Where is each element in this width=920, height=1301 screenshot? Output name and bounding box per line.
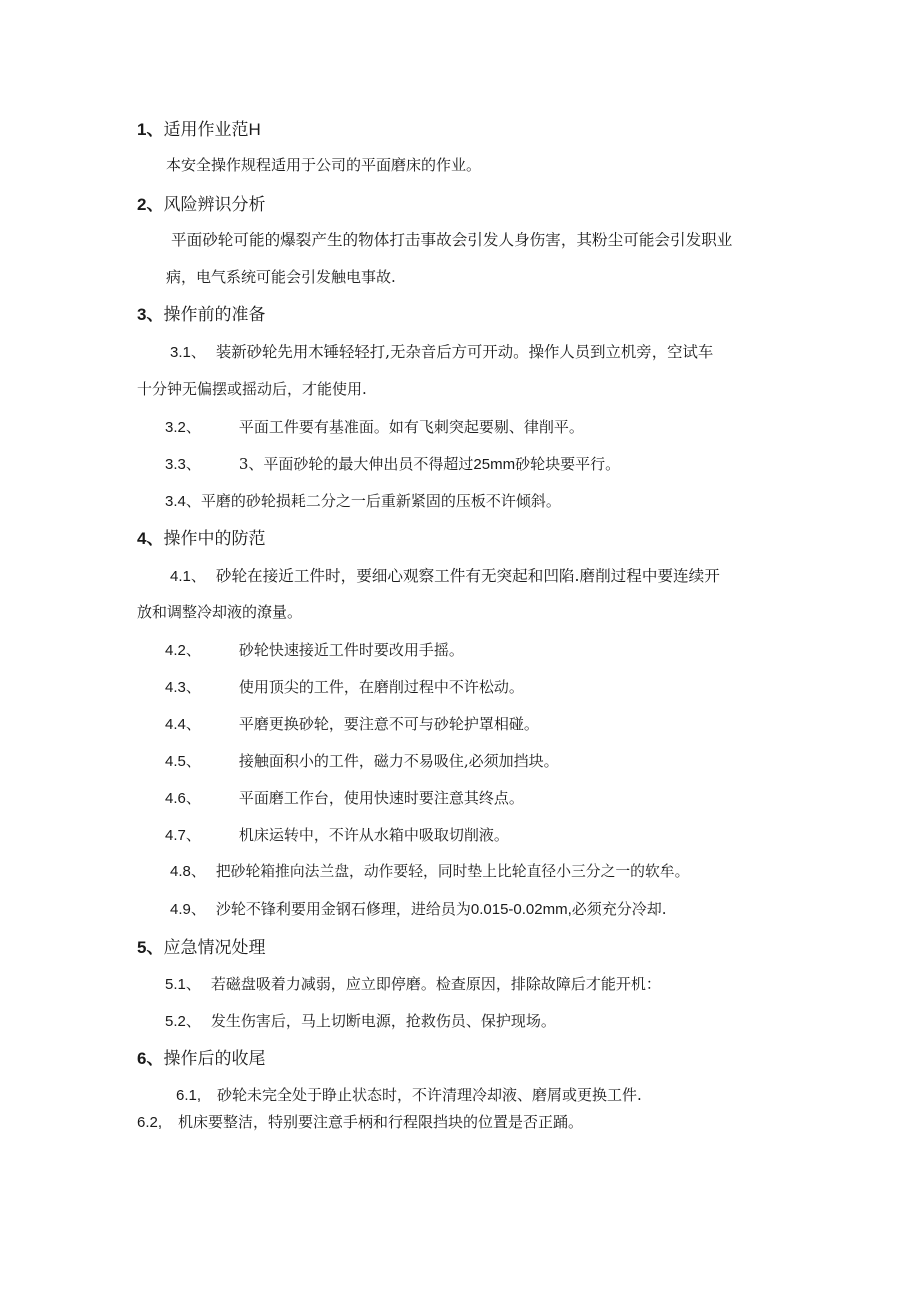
list-item (165, 420, 584, 436)
list-item (176, 1088, 642, 1104)
item-text: 机床要整洁，特别要注意手柄和行程限挡块的位置是否正踊。 (178, 1113, 584, 1131)
item-text-number: 25mm (473, 456, 516, 473)
list-item (165, 680, 524, 696)
item-text: 砂轮快速接近工件时要改用手摇。 (238, 641, 464, 659)
item-text: 砂轮未完全处于睁止状态时，不许清理冷却液、磨屑或更换工件. (217, 1086, 642, 1104)
list-item (165, 457, 620, 473)
section-number: 6、 (137, 1049, 164, 1068)
item-text: 平面工件要有基准面。如有飞刺突起要剔、律削平。 (238, 418, 584, 436)
section-1-heading (137, 121, 261, 138)
item-number: 6.1, (176, 1087, 202, 1104)
item-text: 把砂轮箱推向法兰盘，动作要轻，同时垫上比轮直径小三分之一的软牟。 (215, 863, 690, 880)
item-text: 机床运转中，不许从水箱中吸取切削液。 (238, 826, 509, 844)
section-6-heading (137, 1050, 265, 1067)
item-number: 4.2、 (165, 642, 201, 659)
item-text: 砂轮在接近工件时，要细心观察工件有无突起和凹陷.磨削过程中要连续开 (215, 567, 720, 585)
item-number: 4.7、 (165, 827, 201, 844)
item-text: 必须充分冷却. (571, 900, 667, 918)
item-text-number: 0.015-0.02mm, (470, 901, 572, 918)
item-number: 5.2、 (165, 1013, 201, 1030)
section-number: 3、 (137, 305, 164, 324)
section-title: 风险辨识分析 (163, 195, 266, 214)
item-text: 砂轮块要平行。 (515, 455, 621, 473)
section-title: 操作后的收尾 (163, 1049, 266, 1068)
list-item (165, 1014, 556, 1030)
section-title: 适用作业范H (163, 120, 261, 139)
list-item (165, 791, 524, 807)
item-number: 4.8、 (170, 863, 206, 880)
list-item (170, 345, 713, 361)
list-item (165, 754, 559, 770)
list-item-continuation: 放和调整冷却液的潦量。 (137, 603, 303, 621)
section-5-heading (137, 939, 265, 956)
item-number: 3.2、 (165, 419, 201, 436)
item-text: 装新砂轮先用木锤轻轻打,无杂音后方可开动。操作人员到立机旁，空试车 (215, 343, 714, 361)
list-item (165, 977, 661, 993)
list-item (170, 569, 720, 585)
item-text: 发生伤害后，马上切断电源，抢救伤员、保护现场。 (210, 1012, 556, 1030)
item-number: 4.6、 (165, 790, 201, 807)
item-text: 3、平面砂轮的最大伸出员不得超过 (238, 455, 474, 473)
item-text: 沙轮不锋利要用金钢石修理，进给员为 (215, 900, 471, 918)
item-number: 6.2, (137, 1114, 163, 1131)
item-number: 4.5、 (165, 753, 201, 770)
item-number: 4.9、 (170, 901, 206, 918)
list-item (165, 717, 539, 733)
list-item (165, 828, 509, 844)
item-number: 3.4、 (165, 493, 201, 510)
item-text: 平磨更换砂轮，要注意不可与砂轮护罩相碰。 (238, 715, 539, 733)
paragraph: 平面砂轮可能的爆裂产生的物体打击事故会引发人身伤害，其粉尘可能会引发职业 (171, 231, 733, 249)
section-number: 1、 (137, 120, 164, 139)
list-item (137, 1115, 583, 1131)
paragraph: 病，电气系统可能会引发触电事故. (166, 268, 396, 286)
list-item-continuation: 十分钟无偏摆或摇动后，才能使用. (137, 380, 367, 398)
item-number: 4.4、 (165, 716, 201, 733)
list-item (170, 864, 689, 880)
section-title: 操作前的准备 (163, 305, 266, 324)
item-number: 3.1、 (170, 344, 206, 361)
item-text: 接触面积小的工件，磁力不易吸住,必须加挡块。 (238, 752, 559, 770)
list-item (165, 643, 464, 659)
paragraph: 本安全操作规程适用于公司的平面磨床的作业。 (166, 156, 482, 174)
section-4-heading (137, 530, 265, 547)
item-number: 4.3、 (165, 679, 201, 696)
section-title: 操作中的防范 (163, 529, 266, 548)
item-number: 3.3、 (165, 456, 201, 473)
list-item (165, 494, 561, 510)
section-number: 5、 (137, 938, 164, 957)
item-number: 4.1、 (170, 568, 206, 585)
item-text: 平磨的砂轮损耗二分之一后重新紧固的压板不许倾斜。 (200, 492, 561, 510)
item-number: 5.1、 (165, 976, 201, 993)
section-3-heading (137, 306, 265, 323)
item-text: 若磁盘吸着力减弱，应立即停磨。检查原因，排除故障后才能开机： (210, 975, 661, 993)
section-title: 应急情况处理 (163, 938, 266, 957)
section-2-heading (137, 196, 265, 213)
section-number: 2、 (137, 195, 164, 214)
item-text: 使用顶尖的工件，在磨削过程中不许松动。 (238, 678, 524, 696)
item-text: 平面磨工作台，使用快速时要注意其终点。 (238, 789, 524, 807)
list-item (170, 902, 667, 918)
section-number: 4、 (137, 529, 164, 548)
